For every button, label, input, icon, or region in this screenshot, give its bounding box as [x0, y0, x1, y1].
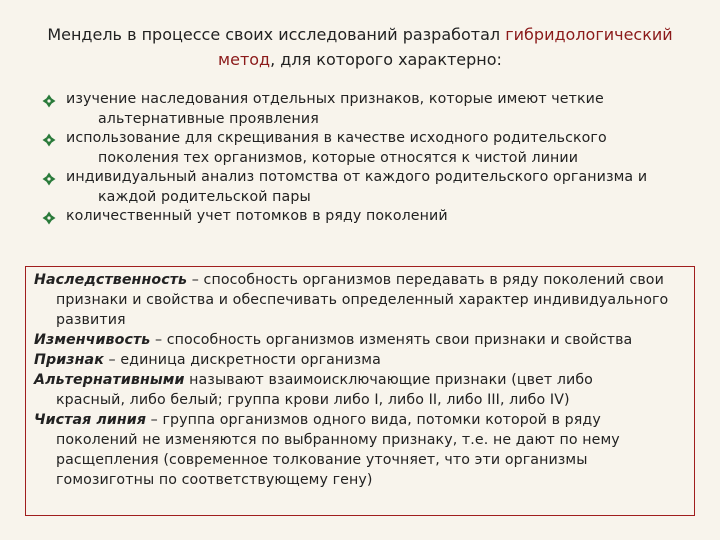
list-item	[42, 207, 682, 227]
definition-text: – способность организмов передавать в ряду поколений свои	[187, 272, 664, 288]
slide-title	[30, 22, 690, 72]
bullet-text: количественный учет потомков в ряду поколений	[66, 208, 448, 224]
definition-text: – способность организмов изменять свои признаки и свойства	[150, 332, 633, 348]
diamond-bullet-icon	[42, 133, 56, 147]
definition-text: называют взаимоисключающие признаки (цвет либо	[184, 372, 593, 388]
title-accent-word-1: гибридологический	[505, 25, 673, 44]
definition-pure-line	[34, 410, 694, 490]
definitions-list	[34, 270, 694, 490]
definition-term: Наследственность	[34, 272, 188, 288]
definition-text-cont: поколений не изменяются по выбранному признаку, т.е. не дают по нему	[56, 432, 620, 448]
definition-text: – группа организмов одного вида, потомки которой в ряду	[146, 412, 601, 428]
bullet-text-cont: каждой родительской пары	[98, 188, 311, 205]
definition-text: – единица дискретности организма	[103, 352, 381, 368]
list-item	[42, 90, 682, 129]
definition-term: Альтернативными	[34, 372, 185, 388]
definition-heredity	[34, 270, 694, 330]
title-text-start: Мендель в процессе своих исследований разработал	[47, 25, 506, 44]
list-item	[42, 168, 682, 207]
diamond-bullet-icon	[42, 172, 56, 186]
definition-text-cont: гомозиготны по соответствующему гену)	[56, 472, 373, 488]
definition-text-cont: признаки и свойства и обеспечивать определенный характер индивидуального	[56, 292, 669, 308]
definition-term: Изменчивость	[34, 332, 151, 348]
bullet-text: изучение наследования отдельных признаков, которые имеют четкие	[66, 91, 604, 107]
bullet-list	[42, 90, 682, 227]
title-text-end: , для которого характерно:	[270, 50, 502, 69]
definition-trait	[34, 350, 694, 370]
bullet-text: использование для скрещивания в качестве исходного родительского	[66, 130, 607, 146]
title-accent-word-2: метод	[218, 50, 271, 69]
list-item	[42, 129, 682, 168]
diamond-bullet-icon	[42, 94, 56, 108]
definition-alternative	[34, 370, 694, 410]
definition-text-cont: развития	[56, 312, 126, 328]
bullet-text: индивидуальный анализ потомства от каждого родительского организма и	[66, 169, 648, 185]
definition-term: Чистая линия	[34, 412, 147, 428]
bullet-text-cont: поколения тех организмов, которые относятся к чистой линии	[98, 149, 579, 166]
diamond-bullet-icon	[42, 211, 56, 225]
bullet-text-cont: альтернативные проявления	[98, 110, 319, 127]
definition-text-cont: красный, либо белый; группа крови либо I, либо II, либо III, либо IV)	[56, 392, 570, 408]
definition-variability	[34, 330, 694, 350]
definition-text-cont: расщепления (современное толкование уточняет, что эти организмы	[56, 452, 588, 468]
definitions-box	[25, 266, 695, 516]
definition-term: Признак	[34, 352, 104, 368]
